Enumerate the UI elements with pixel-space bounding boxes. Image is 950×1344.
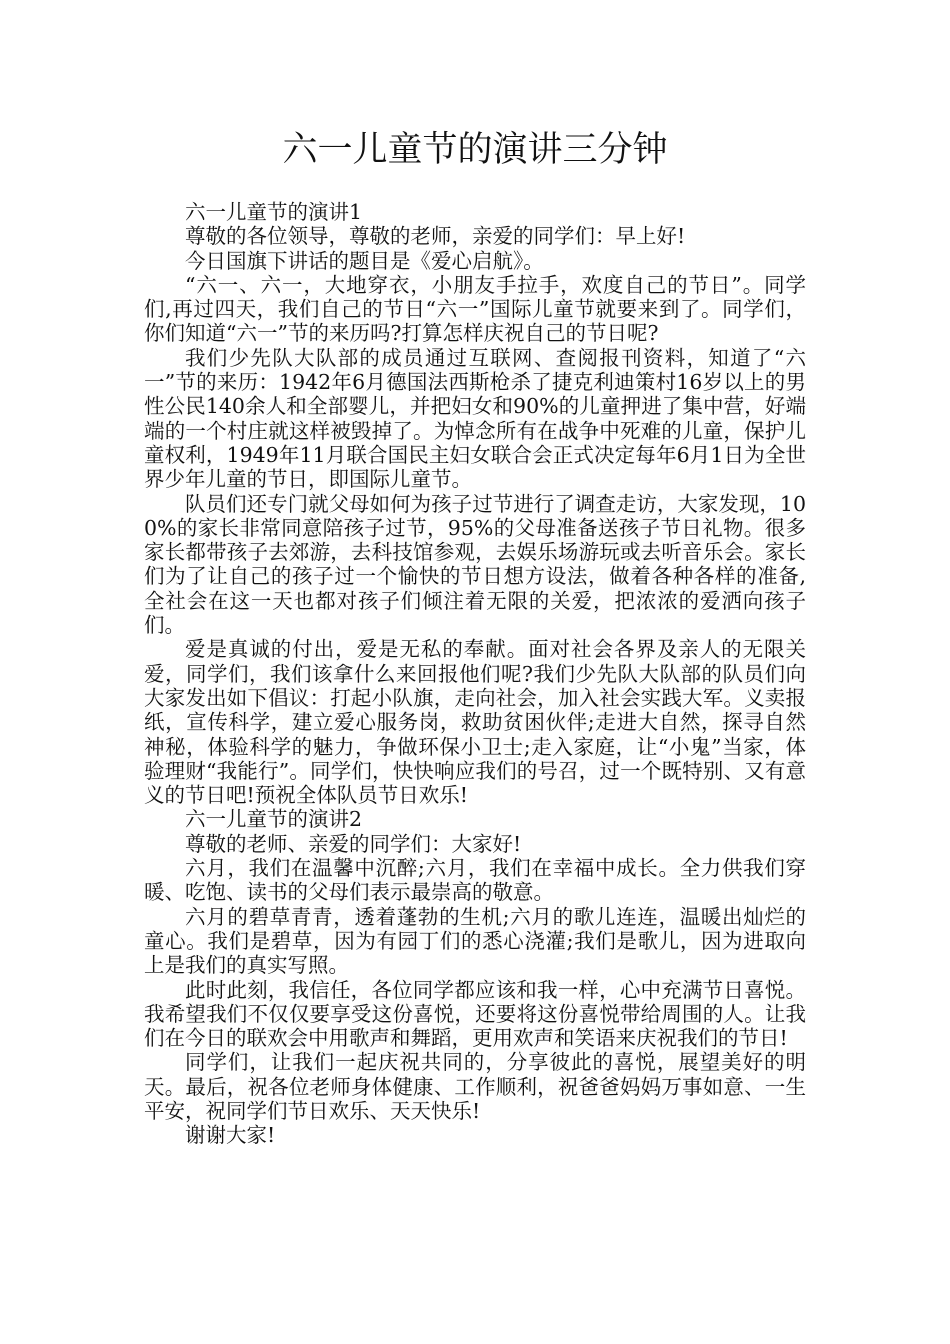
- speech-1-topic: 今日国旗下讲话的题目是《爱心启航》。: [185, 248, 544, 273]
- speech-2-paragraph: 六月的碧草青青，透着蓬勃的生机;六月的歌儿连连，温暖出灿烂的童心。我们是碧草，因为有园丁们的悉心浇灌;我们是歌儿，因为进取向上是我们的真实写照。: [144, 904, 806, 978]
- speech-2-paragraph: 同学们，让我们一起庆祝共同的，分享彼此的喜悦，展望美好的明天。最后，祝各位老师身体健康、工作顺利，祝爸爸妈妈万事如意、一生平安，祝同学们节日欢乐、天天快乐!: [144, 1050, 806, 1123]
- speech-1-greeting: 尊敬的各位领导，尊敬的老师，亲爱的同学们：早上好!: [185, 224, 686, 249]
- speech-1-paragraph: 我们少先队大队部的成员通过互联网、查阅报刊资料，知道了“六一”节的来历：1942年6月德国法西斯枪杀了捷克利迪策村16岁以上的男性公民140余人和全部婴儿，并把妇女和90%的儿童押进了集中营，好端端的一个村庄就这样被毁掉了。为悼念所有在战争中死难的儿童，保护儿童权利，1949年11月联合国民主妇女联合会正式决定每年6月1日为全世界少年儿童的节日，即国际儿童节。: [144, 345, 806, 492]
- speech-2-closing: 谢谢大家!: [185, 1123, 276, 1148]
- speech-1-heading: 六一儿童节的演讲1: [185, 200, 363, 224]
- speech-2-heading: 六一儿童节的演讲2: [185, 807, 363, 832]
- speech-1-paragraph: 队员们还专门就父母如何为孩子过节进行了调查走访，大家发现，100%的家长非常同意陪孩子过节，95%的父母准备送孩子节日礼物。很多家长都带孩子去郊游，去科技馆参观，去娱乐场游玩或去听音乐会。家长们为了让自己的孩子过一个愉快的节日想方设法，做着各种各样的准备,全社会在这一天也都对孩子们倾注着无限的关爱，把浓浓的爱洒向孩子们。: [144, 491, 806, 638]
- speech-2-paragraph: 此时此刻，我信任，各位同学都应该和我一样，心中充满节日喜悦。我希望我们不仅仅要享受这份喜悦，还要将这份喜悦带给周围的人。让我们在今日的联欢会中用歌声和舞蹈，更用欢声和笑语来庆祝我们的节日!: [144, 977, 806, 1051]
- speech-1-paragraph: 爱是真诚的付出，爱是无私的奉献。面对社会各界及亲人的无限关爱，同学们，我们该拿什么来回报他们呢?我们少先队大队部的队员们向大家发出如下倡议：打起小队旗，走向社会，加入社会实践大军。义卖报纸，宣传科学，建立爱心服务岗，救助贫困伙伴;走进大自然，探寻自然神秘，体验科学的魅力，争做环保小卫士;走入家庭，让“小鬼”当家，体验理财“我能行”。同学们，快快响应我们的号召，过一个既特别、又有意义的节日吧!预祝全体队员节日欢乐!: [144, 637, 806, 808]
- speech-1-paragraph: “六一、六一，大地穿衣，小朋友手拉手，欢度自己的节日”。同学们,再过四天，我们自己的节日“六一”国际儿童节就要来到了。同学们，你们知道“六一”节的来历吗?打算怎样庆祝自己的节日呢?: [144, 272, 806, 346]
- speech-2-paragraph: 六月，我们在温馨中沉醉;六月，我们在幸福中成长。全力供我们穿暖、吃饱、读书的父母们表示最崇高的敬意。: [144, 856, 806, 905]
- document-title: 六一儿童节的演讲三分钟: [282, 130, 668, 170]
- speech-2-greeting: 尊敬的老师、亲爱的同学们：大家好!: [185, 831, 522, 856]
- document-body: [144, 200, 806, 1148]
